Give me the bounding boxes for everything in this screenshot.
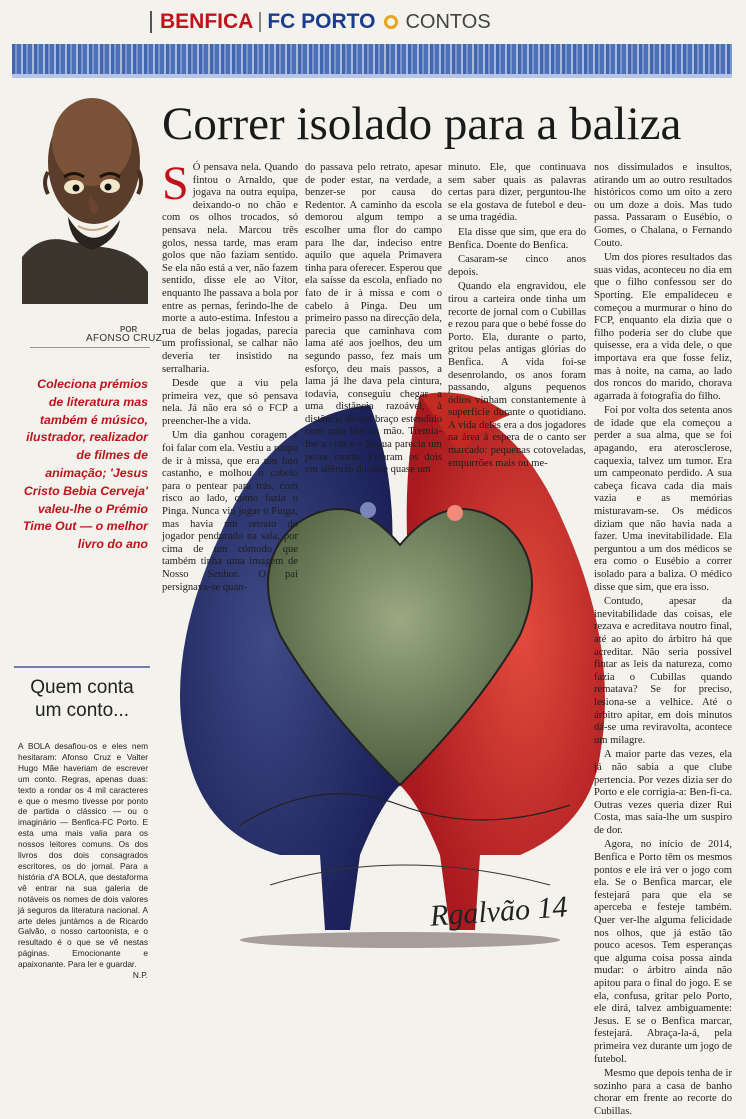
paragraph: A maior parte das vezes, ela já não sabia a que clube pertencia. Por vezes dizia ser do Porto e ele corrigia-a: Ben-fi-ca. Outras vezes queria dizer Rui Costa, mas saía-lhe um suspiro de dor. bbox=[594, 749, 732, 836]
illustration-signature: Rgalvão 14 bbox=[428, 890, 569, 933]
paragraph: Ela disse que sim, que era do Benfica. Doente do Benfica. bbox=[448, 226, 586, 251]
byline-divider bbox=[30, 347, 150, 348]
paragraph: Foi por volta dos setenta anos de idade que ela começou a perder a sua alma, que se foi apagando, era aterosclerose, caquexia, talvez um tumor. Era um campeonato perdido. A sua cabeça ficava cada dia mais vazia e as memórias misturavam-se. Os médicos diziam que não havia nada a fazer. Uma inevitabilidade. Ela perguntou a um dos médicos se era como o Eusébio a correr isolado para a baliza. O médico disse que sim, que era isso. bbox=[594, 405, 732, 593]
ring-icon bbox=[384, 15, 398, 29]
paragraph: Quando ela engravidou, ele tirou a carteira onde tinha um recorte de jornal com o Cubillas e rezou para que o bebé fosse do Porto. Ela, durante o parto, gritou pelas antigas glórias do Benfica. A vida foi-se desenrolando, os anos foram passando, alguns pequenos ódios vinham constantemente à superfície durante o quotidiano. A vida deles era a dos jogadores na área à espera de o canto ser marcado: pequenas cotoveladas, empurrões mais ou me- bbox=[448, 281, 586, 469]
author-name: AFONSO CRUZ bbox=[86, 333, 163, 344]
paragraph: do passava pelo retrato, apesar de poder estar, na verdade, a benzer-se por causa do Redentor. A caminho da escola demorou algum tempo a escolher uma flor do campo para lhe dar, indeciso entre aquilo que aquela Primavera tinha para oferecer. Esperou que ela saísse da escola, enfiado no fato de ir à missa e com o cabelo à Pinga. Deu um primeiro passo na direcção dela, parecia que caminhava com lama até aos joelhos, deu um segundo passo, fez mais um esforço, deu mais passos, a lama já lhe dava pela cintura, todavia, conseguiu chegar a uma distância razoável, à distância de um braço estendido com uma flor na mão. Tremia-lhe a vida e a língua parecia um peixe morto. Ficaram os dois em silêncio durante quase um bbox=[305, 162, 442, 476]
section-header bbox=[150, 8, 491, 36]
article-column-2 bbox=[305, 162, 442, 476]
paragraph: Um dia ganhou coragem e foi falar com ela. Vestiu a roupa de ir à missa, que era um fato castanho, e molhou o cabelo para o pentear para trás, com risco ao lado, como fazia o Pinga. Nunca viu jogar o Pinga, mas havia um retrato do jogador pendurado na sala, por cima de um cómodo que também tinha uma imagem de Nosso Senhor. O pai persignava-se quan- bbox=[162, 430, 298, 593]
paragraph: Ó pensava nela. Quando fintou o Arnaldo, que jogava na outra equipa, deixando-o no chão e com os olhos trocados, só pensava nela. Marcou três golos, nessa tarde, mas eram golos que não faziam sentido. Se ela não está a ver, não fazem sentido, disse ele ao Vítor, enquanto lhe passava a bola por entre as pernas, ferindo-lhe de morte a auto-estima. Infestou a rua de belas jogadas, parecia um profissional, se calhar não deveria ter insistido na serralharia. bbox=[162, 162, 298, 375]
pull-quote: Coleciona prémios de literatura mas também é músico, ilustrador, realizador de filmes de animação; 'Jesus Cristo Bebia Cerveja' valeu-lhe o Prémio Time Out — o melhor livro do ano bbox=[22, 377, 148, 552]
article-column-4 bbox=[594, 162, 732, 1117]
header-separator bbox=[259, 12, 261, 32]
sidebar-title: Quem conta um conto... bbox=[30, 677, 134, 721]
byline-prefix: POR bbox=[120, 325, 138, 334]
paragraph: Casaram-se cinco anos depois. bbox=[448, 254, 586, 278]
article-column-1 bbox=[162, 157, 298, 593]
paragraph: minuto. Ele, que continuava sem saber quais as palavras certas para dizer, perguntou-lhe se ela gostava de futebol e deu-se uma tragédia. bbox=[448, 162, 586, 224]
paragraph: Mesmo que depois tenha de ir sozinho para a casa de banho chorar em frente ao recorte do Cubillas. bbox=[594, 1068, 732, 1117]
sidebar-body: A BOLA desafiou-os e eles nem hesitaram: Afonso Cruz e Valter Hugo Mãe haveriam de escrever um conto. Regras, apenas duas: texto a rondar os 4 mil caracteres e que o mesmo tivesse por ponto de partida o clássico — ou o imaginário — Benfica-FC Porto. E esta uma mais valia para os nossos leitores comuns. Os dos livros dos dois consagrados escritores, os do jornal. Para a história d'A BOLA, que destaforma vê entrar na sua galeria de notáveis os nomes de dois valores já seguros da literatura nacional. A arte deles juntámos a de Ricardo Galvão, o nosso cartoonista, e o resultado é o que se vê nestas páginas. Emocionante e apaixonante. Para ler e guardar. bbox=[18, 741, 148, 970]
article-headline: Correr isolado para a baliza bbox=[162, 98, 682, 150]
article-column-3 bbox=[448, 162, 586, 469]
header-divider bbox=[150, 11, 152, 33]
sidebar-divider bbox=[14, 666, 150, 668]
paragraph: Um dos piores resultados das suas vidas, aconteceu no dia em que o filho confessou ser do Sporting. Ele empalideceu e começou a murmurar o hino do FCP, enquanto ela dizia que o filho poderia ser do clube que quisesse, era a vida dele, o que importava era que fosse feliz, mas à noite, na cama, ao lado dos roncos do marido, chorava agarrada à fotografia do filho. bbox=[594, 252, 732, 402]
paragraph: Desde que a viu pela primeira vez, que só pensava nela. Já não era só o FCP a preencher-lhe a vida. bbox=[162, 378, 298, 427]
sidebar-signature: N.P. bbox=[132, 970, 148, 981]
drop-cap: S bbox=[162, 157, 189, 210]
header-team-benfica: BENFICA bbox=[160, 10, 254, 33]
paragraph: Contudo, apesar da inevitabilidade das coisas, ele rezava e acreditava noutro final, até ao apito do árbitro há que acreditar. Não seria possível fintar as leis da natureza, como fazia o Cubillas quando rematava? Se for preciso, lesiona-se a velhice. Até o árbitro apitar, em dois minutos dá-se uma reviravolta, acontece um milagre. bbox=[594, 596, 732, 746]
decorative-band-underline bbox=[12, 74, 732, 78]
sidebar-text bbox=[18, 741, 148, 981]
decorative-band bbox=[12, 44, 732, 74]
paragraph: Agora, no início de 2014, Benfica e Porto têm os mesmos pontos e ele irá ver o jogo com ela. Se o Benfica marcar, ele festejará para que ela se aperceba e festeje também. Quer ver-lhe alguma felicidade nos olhos, que já estão tão pouco acesos. Tem esperanças que alguma coisa possa ainda mudar: o árbitro ainda não apitou para o final do jogo. E se ela, confusa, gritar pelo Porto, ele dirá, talvez ambiguamente: Jesus. E se o Benfica marcar, festejará. Abraça-la-á, pela primeira vez durante um jogo de futebol. bbox=[594, 839, 732, 1065]
svg-text:Rgalvão 14: Rgalvão 14 bbox=[106, 294, 139, 302]
author-portrait-illustration bbox=[12, 82, 148, 304]
paragraph: nos dissimulados e insultos, atirando um ao outro resultados históricos como um oito a zero ou um doze a dois. Mas tudo passa. Passaram o Eusébio, o Gomes, o Chalana, o Fernando Couto. bbox=[594, 162, 732, 249]
header-team-porto: FC PORTO bbox=[267, 10, 376, 33]
header-section-label: CONTOS bbox=[405, 10, 491, 33]
